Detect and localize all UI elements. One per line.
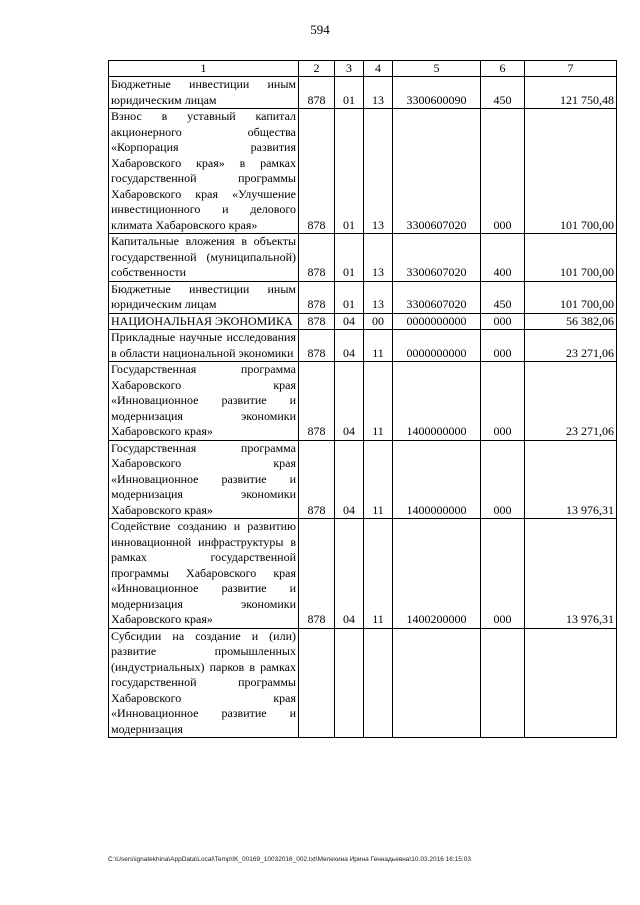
footer-file-path: C:\Users\ignatekhina\AppData\Local\Temp\IK_00169_10032016_002.txt\Мелехина Ирина Геннадьевна\10.03.2016 16:15:03 (108, 856, 471, 863)
row-target-article-cell: 3300607020 (393, 109, 481, 234)
row-expense-type-cell: 400 (481, 234, 525, 282)
row-section-cell: 04 (335, 313, 364, 330)
table-row (109, 109, 617, 234)
row-code-cell: 878 (299, 109, 335, 234)
row-expense-type-cell: 000 (481, 362, 525, 441)
row-subsection-cell (364, 628, 393, 738)
row-amount-cell: 101 700,00 (525, 109, 617, 234)
row-subsection-cell: 00 (364, 313, 393, 330)
row-section-cell (335, 628, 364, 738)
column-header: 4 (364, 61, 393, 77)
table-row (109, 313, 617, 330)
row-code-cell: 878 (299, 77, 335, 109)
row-subsection-cell: 11 (364, 362, 393, 441)
row-section-cell: 04 (335, 519, 364, 629)
row-target-article-cell: 1400000000 (393, 362, 481, 441)
column-header: 1 (109, 61, 299, 77)
row-expense-type-cell: 000 (481, 330, 525, 362)
row-name-cell: Субсидии на создание и (или) развитие промышленных (индустриальных) парков в рамках государственной программы Хабаровского края «Инновационное развитие и модернизация (109, 628, 299, 738)
row-name-cell: Бюджетные инвестиции иным юридическим лицам (109, 77, 299, 109)
row-amount-cell: 56 382,06 (525, 313, 617, 330)
table-row (109, 628, 617, 738)
row-subsection-cell: 11 (364, 440, 393, 519)
row-code-cell: 878 (299, 281, 335, 313)
row-code-cell: 878 (299, 440, 335, 519)
row-target-article-cell: 1400000000 (393, 440, 481, 519)
row-amount-cell: 101 700,00 (525, 281, 617, 313)
row-target-article-cell: 1400200000 (393, 519, 481, 629)
row-amount-cell: 13 976,31 (525, 519, 617, 629)
row-name-cell: НАЦИОНАЛЬНАЯ ЭКОНОМИКА (109, 313, 299, 330)
row-name-cell: Содействие созданию и развитию инновационной инфраструктуры в рамках государственной программы Хабаровского края «Инновационное развитие и модернизация экономики Хабаровского края» (109, 519, 299, 629)
row-target-article-cell (393, 628, 481, 738)
row-expense-type-cell: 000 (481, 109, 525, 234)
table-row (109, 440, 617, 519)
row-subsection-cell: 13 (364, 234, 393, 282)
row-subsection-cell: 11 (364, 519, 393, 629)
table-row (109, 330, 617, 362)
row-name-cell: Капитальные вложения в объекты государственной (муниципальной) собственности (109, 234, 299, 282)
row-subsection-cell: 13 (364, 109, 393, 234)
row-section-cell: 01 (335, 234, 364, 282)
table-row (109, 281, 617, 313)
row-code-cell: 878 (299, 330, 335, 362)
row-expense-type-cell: 000 (481, 440, 525, 519)
row-subsection-cell: 13 (364, 77, 393, 109)
row-target-article-cell: 0000000000 (393, 330, 481, 362)
table-row (109, 519, 617, 629)
table-row (109, 77, 617, 109)
row-target-article-cell: 0000000000 (393, 313, 481, 330)
row-expense-type-cell: 450 (481, 281, 525, 313)
table-header-row (109, 61, 617, 77)
row-name-cell: Государственная программа Хабаровского края «Инновационное развитие и модернизация экономики Хабаровского края» (109, 440, 299, 519)
table-row (109, 362, 617, 441)
row-code-cell: 878 (299, 362, 335, 441)
column-header: 6 (481, 61, 525, 77)
row-code-cell (299, 628, 335, 738)
row-name-cell: Бюджетные инвестиции иным юридическим лицам (109, 281, 299, 313)
row-code-cell: 878 (299, 313, 335, 330)
row-name-cell: Прикладные научные исследования в области национальной экономики (109, 330, 299, 362)
column-header: 3 (335, 61, 364, 77)
row-amount-cell (525, 628, 617, 738)
row-target-article-cell: 3300607020 (393, 234, 481, 282)
row-name-cell: Взнос в уставный капитал акционерного общества «Корпорация развития Хабаровского края» в рамках государственной программы Хабаровского края «Улучшение инвестиционного и делового климата Хабаровского края» (109, 109, 299, 234)
row-section-cell: 04 (335, 362, 364, 441)
row-subsection-cell: 11 (364, 330, 393, 362)
table-row (109, 234, 617, 282)
budget-table (108, 60, 617, 738)
row-section-cell: 01 (335, 77, 364, 109)
row-subsection-cell: 13 (364, 281, 393, 313)
row-target-article-cell: 3300607020 (393, 281, 481, 313)
row-expense-type-cell (481, 628, 525, 738)
row-amount-cell: 23 271,06 (525, 362, 617, 441)
row-expense-type-cell: 450 (481, 77, 525, 109)
row-amount-cell: 101 700,00 (525, 234, 617, 282)
row-section-cell: 04 (335, 440, 364, 519)
row-expense-type-cell: 000 (481, 313, 525, 330)
row-amount-cell: 121 750,48 (525, 77, 617, 109)
row-amount-cell: 23 271,06 (525, 330, 617, 362)
column-header: 7 (525, 61, 617, 77)
row-section-cell: 01 (335, 109, 364, 234)
row-expense-type-cell: 000 (481, 519, 525, 629)
row-target-article-cell: 3300600090 (393, 77, 481, 109)
row-amount-cell: 13 976,31 (525, 440, 617, 519)
row-section-cell: 04 (335, 330, 364, 362)
column-header: 2 (299, 61, 335, 77)
row-code-cell: 878 (299, 519, 335, 629)
page-number: 594 (310, 22, 330, 37)
row-section-cell: 01 (335, 281, 364, 313)
row-name-cell: Государственная программа Хабаровского края «Инновационное развитие и модернизация экономики Хабаровского края» (109, 362, 299, 441)
column-header: 5 (393, 61, 481, 77)
row-code-cell: 878 (299, 234, 335, 282)
